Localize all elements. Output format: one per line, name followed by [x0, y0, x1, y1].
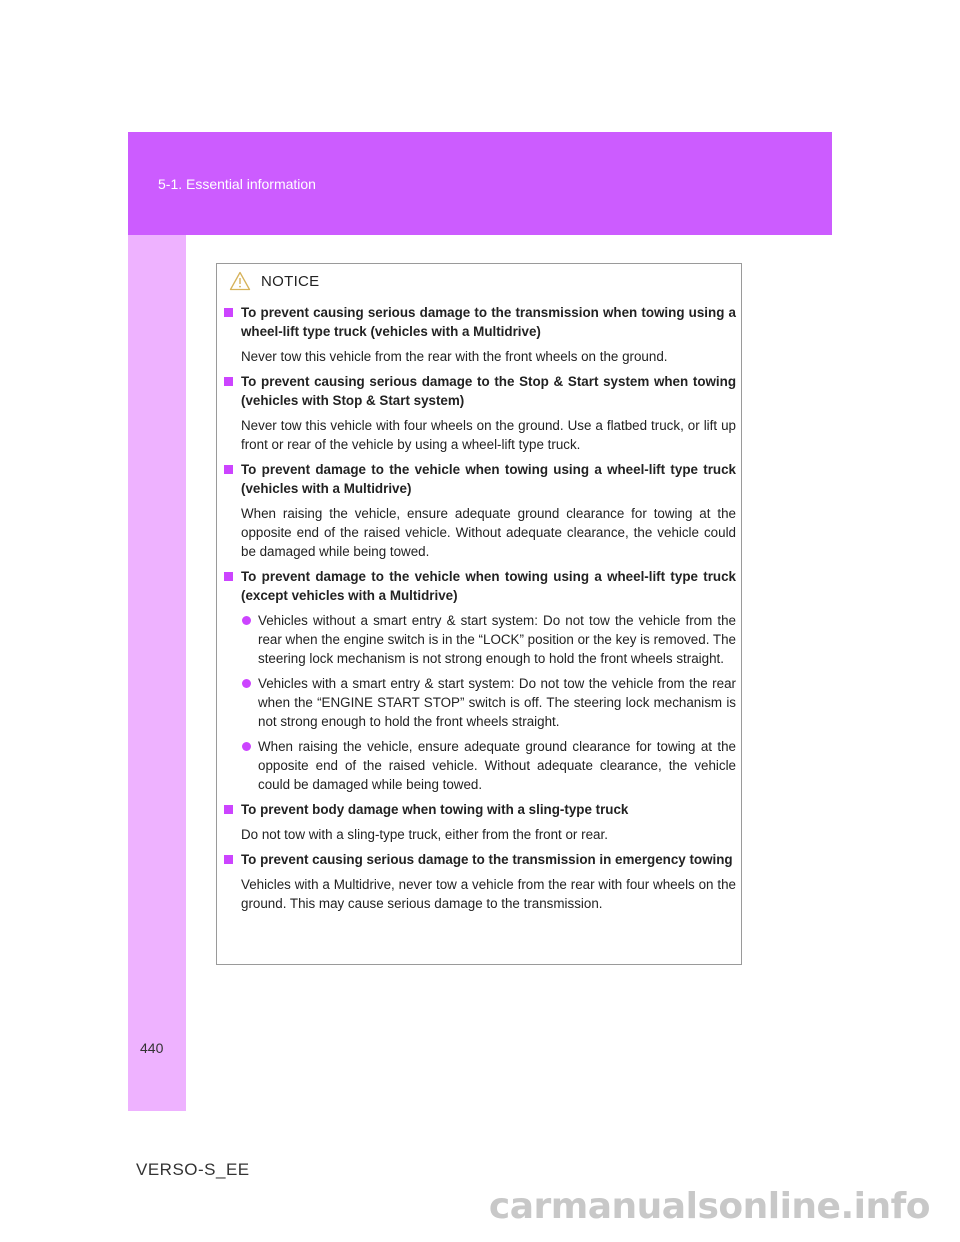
item-body: Never tow this vehicle from the rear with the front wheels on the ground.	[241, 349, 668, 364]
round-bullet-icon	[242, 742, 251, 751]
notice-item	[223, 567, 736, 794]
square-bullet-icon	[224, 805, 233, 814]
bullet-item: Vehicles with a smart entry & start system: Do not tow the vehicle from the rear when the “ENGINE START STOP” switch is off. The steering lock mechanism is not strong enough to hold the front wheels straight.	[223, 674, 736, 731]
notice-item	[223, 850, 736, 913]
notice-title: NOTICE	[261, 272, 320, 290]
item-heading: To prevent damage to the vehicle when towing using a wheel-lift type truck (vehicles with a Multidrive)	[223, 460, 736, 498]
side-strip	[128, 235, 186, 1111]
page-number: 440	[140, 1040, 164, 1056]
item-body: Never tow this vehicle with four wheels on the ground. Use a flatbed truck, or lift up front or rear of the vehicle by using a wheel-lift type truck.	[241, 418, 736, 452]
square-bullet-icon	[224, 855, 233, 864]
notice-box	[216, 263, 742, 965]
bullet-item: Vehicles without a smart entry & start system: Do not tow the vehicle from the rear when the engine switch is in the “LOCK” position or the key is removed. The steering lock mechanism is not strong enough to hold the front wheels straight.	[223, 611, 736, 668]
square-bullet-icon	[224, 308, 233, 317]
notice-item	[223, 372, 736, 454]
item-heading: To prevent damage to the vehicle when towing using a wheel-lift type truck (except vehicles with a Multidrive)	[223, 567, 736, 605]
square-bullet-icon	[224, 465, 233, 474]
bullet-item: When raising the vehicle, ensure adequate ground clearance for towing at the opposite end of the raised vehicle. Without adequate clearance, the vehicle could be damaged while being towed.	[223, 737, 736, 794]
round-bullet-icon	[242, 679, 251, 688]
notice-item	[223, 303, 736, 366]
footer-code: VERSO-S_EE	[136, 1160, 250, 1179]
notice-header	[229, 270, 319, 292]
item-heading: To prevent body damage when towing with a sling-type truck	[223, 800, 736, 819]
item-body: When raising the vehicle, ensure adequate ground clearance for towing at the opposite end of the raised vehicle. Without adequate clearance, the vehicle could be damaged while being towed.	[241, 506, 736, 559]
notice-item	[223, 800, 736, 844]
item-body: Vehicles with a Multidrive, never tow a vehicle from the rear with four wheels on the ground. This may cause serious damage to the transmission.	[241, 877, 736, 911]
item-heading: To prevent causing serious damage to the transmission when towing using a wheel-lift type truck (vehicles with a Multidrive)	[223, 303, 736, 341]
notice-content	[223, 303, 736, 919]
item-heading: To prevent causing serious damage to the transmission in emergency towing	[223, 850, 736, 869]
item-heading: To prevent causing serious damage to the Stop & Start system when towing (vehicles with Stop & Start system)	[223, 372, 736, 410]
header-band	[128, 132, 832, 235]
watermark: carmanualsonline.info	[488, 1186, 930, 1227]
section-title: 5-1. Essential information	[158, 176, 316, 192]
square-bullet-icon	[224, 572, 233, 581]
square-bullet-icon	[224, 377, 233, 386]
round-bullet-icon	[242, 616, 251, 625]
warning-triangle-icon	[229, 271, 251, 291]
notice-item	[223, 460, 736, 561]
item-body: Do not tow with a sling-type truck, either from the front or rear.	[241, 827, 608, 842]
